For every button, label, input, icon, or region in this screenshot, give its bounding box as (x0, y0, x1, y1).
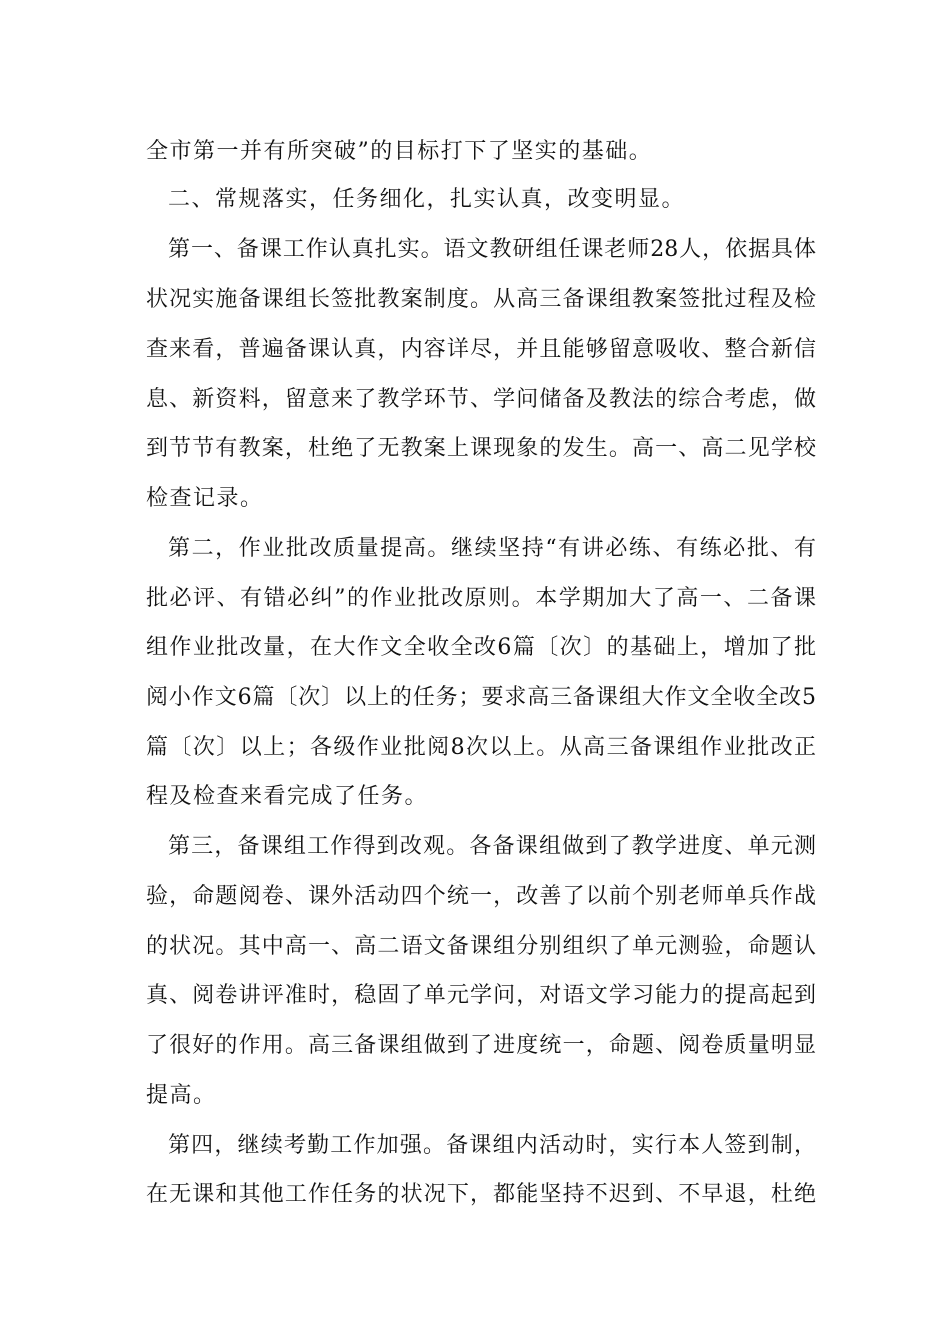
paragraph-line: 第四，继续考勤工作加强。备课组内活动时，实行本人签到制， (168, 1133, 816, 1158)
paragraph-line: 第三，备课组工作得到改观。各备课组做到了教学进度、单元测 (168, 834, 816, 859)
paragraph-line: 的状况。其中高一、高二语文备课组分别组织了单元测验，命题认 (146, 934, 816, 959)
paragraph-line: 第一、备课工作认真扎实。语文教研组任课老师28人，依据具体 (168, 237, 816, 262)
paragraph-line: 第二，作业批改质量提高。继续坚持“有讲必练、有练必批、有 (168, 536, 816, 561)
paragraph-line: 全市第一并有所突破”的目标打下了坚实的基础。 (146, 139, 653, 164)
paragraph-line: 了很好的作用。高三备课组做到了进度统一，命题、阅卷质量明显 (146, 1033, 816, 1058)
paragraph-line: 阅小作文6篇〔次〕以上的任务；要求高三备课组大作文全收全改5 (146, 685, 816, 710)
section-heading: 二、常规落实，任务细化，扎实认真，改变明显。 (168, 187, 686, 212)
paragraph-line: 息、新资料，留意来了教学环节、学问储备及教法的综合考虑，做 (146, 387, 816, 412)
paragraph-line: 验，命题阅卷、课外活动四个统一，改善了以前个别老师单兵作战 (146, 884, 816, 909)
paragraph-line: 篇〔次〕以上；各级作业批阅8次以上。从高三备课组作业批改正 (146, 735, 816, 760)
paragraph-line: 查来看，普遍备课认真，内容详尽，并且能够留意吸收、整合新信 (146, 337, 816, 362)
paragraph-line: 检查记录。 (146, 486, 264, 511)
paragraph-line: 批必评、有错必纠”的作业批改原则。本学期加大了高一、二备课 (146, 586, 816, 611)
paragraph-line: 到节节有教案，杜绝了无教案上课现象的发生。高一、高二见学校 (146, 436, 816, 461)
paragraph-line: 组作业批改量，在大作文全收全改6篇〔次〕的基础上，增加了批 (146, 635, 816, 660)
paragraph-line: 状况实施备课组长签批教案制度。从高三备课组教案签批过程及检 (146, 287, 816, 312)
paragraph-line: 提高。 (146, 1083, 217, 1108)
paragraph-line: 真、阅卷讲评准时，稳固了单元学问，对语文学习能力的提高起到 (146, 983, 816, 1008)
paragraph-line: 程及检查来看完成了任务。 (146, 784, 429, 809)
paragraph-line: 在无课和其他工作任务的状况下，都能坚持不迟到、不早退，杜绝 (146, 1182, 816, 1207)
